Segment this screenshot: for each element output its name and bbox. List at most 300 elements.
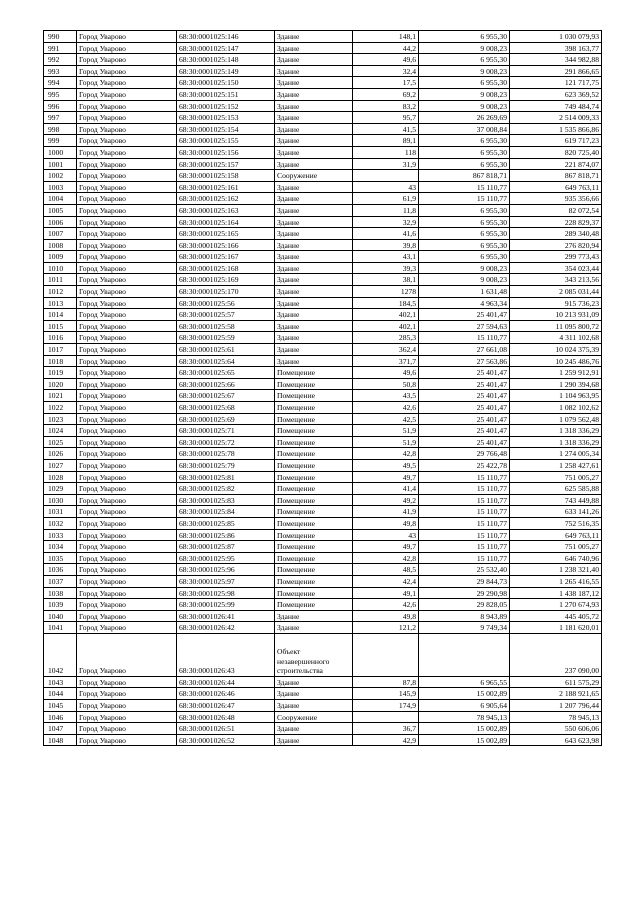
cell-locality: Город Уварово bbox=[77, 251, 177, 263]
cell-row-number: 1021 bbox=[44, 390, 77, 402]
cell-cadastral-value: 1 238 321,40 bbox=[510, 564, 602, 576]
cell-cadastral-value: 752 516,35 bbox=[510, 517, 602, 529]
cell-row-number: 1022 bbox=[44, 402, 77, 414]
cell-cadastral-value: 121 717,75 bbox=[510, 77, 602, 89]
cell-row-number: 997 bbox=[44, 112, 77, 124]
cell-locality: Город Уварово bbox=[77, 506, 177, 518]
table-row bbox=[44, 135, 602, 147]
cell-area: 49,5 bbox=[353, 459, 419, 471]
cell-specific-value: 6 955,30 bbox=[419, 239, 510, 251]
cell-cadastral-value: 1 207 796,44 bbox=[510, 700, 602, 712]
cell-locality: Город Уварово bbox=[77, 31, 177, 43]
cell-locality: Город Уварово bbox=[77, 274, 177, 286]
cell-specific-value: 15 110,77 bbox=[419, 193, 510, 205]
cell-object-type: Здание bbox=[275, 100, 353, 112]
cell-row-number: 1001 bbox=[44, 158, 77, 170]
cell-cadastral-value: 10 213 931,09 bbox=[510, 309, 602, 321]
cell-specific-value: 26 269,69 bbox=[419, 112, 510, 124]
cell-cadastral-value: 1 265 416,55 bbox=[510, 575, 602, 587]
cell-cadastral-value: 646 740,96 bbox=[510, 552, 602, 564]
cell-locality: Город Уварово bbox=[77, 734, 177, 746]
cell-row-number: 1007 bbox=[44, 228, 77, 240]
cell-area: 49,1 bbox=[353, 587, 419, 599]
cell-area: 39,3 bbox=[353, 262, 419, 274]
table-row bbox=[44, 320, 602, 332]
cell-object-type: Здание bbox=[275, 262, 353, 274]
table-row bbox=[44, 181, 602, 193]
cell-cadastral-value: 935 356,66 bbox=[510, 193, 602, 205]
cell-object-type: Помещение bbox=[275, 436, 353, 448]
cell-cadastral-value: 820 725,40 bbox=[510, 146, 602, 158]
cell-specific-value: 6 905,64 bbox=[419, 700, 510, 712]
cell-cadastral-value: 1 082 102,62 bbox=[510, 402, 602, 414]
cell-row-number: 1044 bbox=[44, 688, 77, 700]
table-row bbox=[44, 239, 602, 251]
cell-locality: Город Уварово bbox=[77, 459, 177, 471]
cell-object-type: Здание bbox=[275, 723, 353, 735]
cell-cadastral-number: 68:30:0001026:48 bbox=[177, 711, 275, 723]
cell-cadastral-number: 68:30:0001025:82 bbox=[177, 483, 275, 495]
cell-area: 41,5 bbox=[353, 123, 419, 135]
cell-locality: Город Уварово bbox=[77, 204, 177, 216]
cell-cadastral-number: 68:30:0001026:41 bbox=[177, 610, 275, 622]
cell-object-type: Здание bbox=[275, 77, 353, 89]
cell-area: 371,7 bbox=[353, 355, 419, 367]
cell-locality: Город Уварово bbox=[77, 575, 177, 587]
table-row bbox=[44, 723, 602, 735]
cell-cadastral-value: 751 005,27 bbox=[510, 471, 602, 483]
cell-specific-value: 29 844,73 bbox=[419, 575, 510, 587]
cell-cadastral-number: 68:30:0001025:157 bbox=[177, 158, 275, 170]
cell-locality: Город Уварово bbox=[77, 541, 177, 553]
cell-row-number: 1035 bbox=[44, 552, 77, 564]
cell-area: 69,2 bbox=[353, 88, 419, 100]
cell-cadastral-number: 68:30:0001025:153 bbox=[177, 112, 275, 124]
cell-locality: Город Уварово bbox=[77, 564, 177, 576]
cell-cadastral-value: 2 085 031,44 bbox=[510, 286, 602, 298]
cell-area: 42,8 bbox=[353, 552, 419, 564]
cell-cadastral-value: 445 405,72 bbox=[510, 610, 602, 622]
cell-row-number: 1038 bbox=[44, 587, 77, 599]
cell-row-number: 1046 bbox=[44, 711, 77, 723]
cell-area: 145,9 bbox=[353, 688, 419, 700]
table-row bbox=[44, 123, 602, 135]
cell-specific-value: 15 110,77 bbox=[419, 517, 510, 529]
cell-locality: Город Уварово bbox=[77, 100, 177, 112]
cell-locality: Город Уварово bbox=[77, 711, 177, 723]
cell-object-type: Здание bbox=[275, 622, 353, 634]
table-row bbox=[44, 436, 602, 448]
cell-cadastral-value: 611 575,29 bbox=[510, 676, 602, 688]
cell-locality: Город Уварово bbox=[77, 367, 177, 379]
cell-locality: Город Уварово bbox=[77, 599, 177, 611]
cell-row-number: 1008 bbox=[44, 239, 77, 251]
cell-row-number: 1013 bbox=[44, 297, 77, 309]
cell-area: 118 bbox=[353, 146, 419, 158]
cell-cadastral-value: 2 188 921,65 bbox=[510, 688, 602, 700]
cell-specific-value: 27 563,86 bbox=[419, 355, 510, 367]
cell-locality: Город Уварово bbox=[77, 390, 177, 402]
cell-locality: Город Уварово bbox=[77, 320, 177, 332]
cell-locality: Город Уварово bbox=[77, 425, 177, 437]
table-row bbox=[44, 378, 602, 390]
cell-row-number: 1047 bbox=[44, 723, 77, 735]
cell-cadastral-value: 4 311 102,68 bbox=[510, 332, 602, 344]
cell-locality: Город Уварово bbox=[77, 332, 177, 344]
cell-area: 95,7 bbox=[353, 112, 419, 124]
cell-cadastral-value: 1 104 963,95 bbox=[510, 390, 602, 402]
cell-cadastral-number: 68:30:0001025:151 bbox=[177, 88, 275, 100]
cell-area: 87,8 bbox=[353, 676, 419, 688]
table-row bbox=[44, 599, 602, 611]
cell-object-type: Объект незавершенного строительства bbox=[275, 633, 353, 676]
cell-cadastral-value: 1 259 912,91 bbox=[510, 367, 602, 379]
table-row bbox=[44, 700, 602, 712]
cell-cadastral-value: 11 095 800,72 bbox=[510, 320, 602, 332]
table-row bbox=[44, 100, 602, 112]
cell-cadastral-number: 68:30:0001025:168 bbox=[177, 262, 275, 274]
cell-object-type: Здание bbox=[275, 112, 353, 124]
cell-locality: Город Уварово bbox=[77, 413, 177, 425]
cell-row-number: 998 bbox=[44, 123, 77, 135]
cell-cadastral-number: 68:30:0001025:78 bbox=[177, 448, 275, 460]
cell-cadastral-value: 649 763,11 bbox=[510, 181, 602, 193]
cell-row-number: 1003 bbox=[44, 181, 77, 193]
cell-specific-value: 15 110,77 bbox=[419, 494, 510, 506]
cell-specific-value: 25 422,78 bbox=[419, 459, 510, 471]
table-row bbox=[44, 204, 602, 216]
cell-locality: Город Уварово bbox=[77, 297, 177, 309]
cell-locality: Город Уварово bbox=[77, 54, 177, 66]
cell-cadastral-number: 68:30:0001025:150 bbox=[177, 77, 275, 89]
cell-locality: Город Уварово bbox=[77, 146, 177, 158]
cell-locality: Город Уварово bbox=[77, 723, 177, 735]
cell-specific-value: 6 955,30 bbox=[419, 135, 510, 147]
cell-cadastral-number: 68:30:0001025:61 bbox=[177, 344, 275, 356]
cell-specific-value: 15 110,77 bbox=[419, 332, 510, 344]
cell-object-type: Здание bbox=[275, 332, 353, 344]
cell-specific-value bbox=[419, 633, 510, 676]
cell-object-type: Здание bbox=[275, 228, 353, 240]
cell-object-type: Здание bbox=[275, 297, 353, 309]
cell-cadastral-number: 68:30:0001025:79 bbox=[177, 459, 275, 471]
cell-cadastral-value: 1 318 336,29 bbox=[510, 425, 602, 437]
cell-row-number: 1023 bbox=[44, 413, 77, 425]
cell-area: 402,1 bbox=[353, 320, 419, 332]
cell-specific-value: 6 955,30 bbox=[419, 158, 510, 170]
cell-area: 1278 bbox=[353, 286, 419, 298]
cell-area: 49,7 bbox=[353, 541, 419, 553]
cell-row-number: 1012 bbox=[44, 286, 77, 298]
table-row bbox=[44, 297, 602, 309]
cell-cadastral-number: 68:30:0001025:156 bbox=[177, 146, 275, 158]
cell-cadastral-number: 68:30:0001025:167 bbox=[177, 251, 275, 263]
cell-object-type: Здание bbox=[275, 239, 353, 251]
cell-row-number: 1010 bbox=[44, 262, 77, 274]
cell-area: 49,8 bbox=[353, 517, 419, 529]
cell-row-number: 1018 bbox=[44, 355, 77, 367]
cell-specific-value: 9 008,23 bbox=[419, 42, 510, 54]
cell-row-number: 1005 bbox=[44, 204, 77, 216]
cell-locality: Город Уварово bbox=[77, 309, 177, 321]
table-row bbox=[44, 711, 602, 723]
table-row bbox=[44, 425, 602, 437]
cell-locality: Город Уварово bbox=[77, 228, 177, 240]
cell-object-type: Здание bbox=[275, 88, 353, 100]
cell-cadastral-number: 68:30:0001025:148 bbox=[177, 54, 275, 66]
cell-area: 44,2 bbox=[353, 42, 419, 54]
cell-specific-value: 15 110,77 bbox=[419, 529, 510, 541]
cell-row-number: 1032 bbox=[44, 517, 77, 529]
cell-object-type: Помещение bbox=[275, 367, 353, 379]
cell-cadastral-value: 649 763,11 bbox=[510, 529, 602, 541]
cell-locality: Город Уварово bbox=[77, 112, 177, 124]
cell-object-type: Здание bbox=[275, 158, 353, 170]
cell-cadastral-number: 68:30:0001025:71 bbox=[177, 425, 275, 437]
cell-object-type: Здание bbox=[275, 65, 353, 77]
cell-cadastral-number: 68:30:0001025:97 bbox=[177, 575, 275, 587]
table-row bbox=[44, 622, 602, 634]
cell-cadastral-value: 289 340,48 bbox=[510, 228, 602, 240]
cell-row-number: 993 bbox=[44, 65, 77, 77]
cell-row-number: 1006 bbox=[44, 216, 77, 228]
cell-cadastral-number: 68:30:0001025:69 bbox=[177, 413, 275, 425]
cell-area: 42,8 bbox=[353, 448, 419, 460]
cell-area: 36,7 bbox=[353, 723, 419, 735]
cell-area: 42,6 bbox=[353, 599, 419, 611]
cell-object-type: Здание bbox=[275, 135, 353, 147]
cell-locality: Город Уварово bbox=[77, 216, 177, 228]
cell-cadastral-value: 78 945,13 bbox=[510, 711, 602, 723]
cell-object-type: Здание bbox=[275, 123, 353, 135]
cell-area: 121,2 bbox=[353, 622, 419, 634]
cell-area: 41,4 bbox=[353, 483, 419, 495]
cell-object-type: Помещение bbox=[275, 564, 353, 576]
cell-specific-value: 6 955,30 bbox=[419, 146, 510, 158]
cell-area: 42,4 bbox=[353, 575, 419, 587]
cell-cadastral-value: 344 982,88 bbox=[510, 54, 602, 66]
cell-cadastral-number: 68:30:0001026:44 bbox=[177, 676, 275, 688]
cell-object-type: Здание bbox=[275, 146, 353, 158]
cell-cadastral-number: 68:30:0001025:95 bbox=[177, 552, 275, 564]
cell-cadastral-value: 633 141,26 bbox=[510, 506, 602, 518]
table-row bbox=[44, 344, 602, 356]
table-row bbox=[44, 54, 602, 66]
cell-locality: Город Уварово bbox=[77, 688, 177, 700]
cell-cadastral-number: 68:30:0001025:85 bbox=[177, 517, 275, 529]
cell-cadastral-value: 867 818,71 bbox=[510, 170, 602, 182]
cell-area: 50,8 bbox=[353, 378, 419, 390]
cell-locality: Город Уварово bbox=[77, 344, 177, 356]
cell-row-number: 1016 bbox=[44, 332, 77, 344]
cell-row-number: 1009 bbox=[44, 251, 77, 263]
cell-object-type: Помещение bbox=[275, 471, 353, 483]
cell-row-number: 996 bbox=[44, 100, 77, 112]
cell-row-number: 994 bbox=[44, 77, 77, 89]
cell-cadastral-number: 68:30:0001025:165 bbox=[177, 228, 275, 240]
cell-locality: Город Уварово bbox=[77, 448, 177, 460]
cell-area: 49,7 bbox=[353, 471, 419, 483]
cell-area: 39,8 bbox=[353, 239, 419, 251]
cell-specific-value: 6 955,30 bbox=[419, 77, 510, 89]
cell-area: 42,6 bbox=[353, 402, 419, 414]
cell-cadastral-number: 68:30:0001025:66 bbox=[177, 378, 275, 390]
cell-specific-value: 25 401,47 bbox=[419, 390, 510, 402]
cell-object-type: Помещение bbox=[275, 425, 353, 437]
cell-cadastral-number: 68:30:0001026:52 bbox=[177, 734, 275, 746]
cell-area: 362,4 bbox=[353, 344, 419, 356]
cell-cadastral-number: 68:30:0001025:158 bbox=[177, 170, 275, 182]
cell-object-type: Здание bbox=[275, 320, 353, 332]
cell-object-type: Сооружение bbox=[275, 170, 353, 182]
cell-area: 31,9 bbox=[353, 158, 419, 170]
cell-locality: Город Уварово bbox=[77, 587, 177, 599]
cell-specific-value: 25 401,47 bbox=[419, 413, 510, 425]
table-row bbox=[44, 332, 602, 344]
cell-cadastral-value: 10 245 486,76 bbox=[510, 355, 602, 367]
cell-row-number: 1043 bbox=[44, 676, 77, 688]
cell-cadastral-number: 68:30:0001025:149 bbox=[177, 65, 275, 77]
cadastral-value-table bbox=[43, 30, 602, 746]
cell-area bbox=[353, 711, 419, 723]
cell-cadastral-number: 68:30:0001025:146 bbox=[177, 31, 275, 43]
cell-object-type: Здание bbox=[275, 734, 353, 746]
table-row bbox=[44, 286, 602, 298]
table-row bbox=[44, 158, 602, 170]
cell-specific-value: 25 532,40 bbox=[419, 564, 510, 576]
cell-area: 43,5 bbox=[353, 390, 419, 402]
cell-row-number: 1028 bbox=[44, 471, 77, 483]
cell-object-type: Здание bbox=[275, 181, 353, 193]
cell-object-type: Помещение bbox=[275, 575, 353, 587]
cell-area: 51,9 bbox=[353, 425, 419, 437]
table-row bbox=[44, 459, 602, 471]
cell-area bbox=[353, 170, 419, 182]
cell-locality: Город Уварово bbox=[77, 65, 177, 77]
cell-area: 49,6 bbox=[353, 54, 419, 66]
cell-object-type: Здание bbox=[275, 610, 353, 622]
cell-object-type: Здание bbox=[275, 251, 353, 263]
cell-cadastral-value: 10 024 375,39 bbox=[510, 344, 602, 356]
cell-area: 285,3 bbox=[353, 332, 419, 344]
cell-cadastral-value: 1 535 866,86 bbox=[510, 123, 602, 135]
cell-row-number: 992 bbox=[44, 54, 77, 66]
cell-area: 38,1 bbox=[353, 274, 419, 286]
cell-cadastral-number: 68:30:0001025:170 bbox=[177, 286, 275, 298]
cell-cadastral-value: 1 270 674,93 bbox=[510, 599, 602, 611]
cell-specific-value: 9 749,34 bbox=[419, 622, 510, 634]
cell-object-type: Здание bbox=[275, 204, 353, 216]
cell-specific-value: 29 766,48 bbox=[419, 448, 510, 460]
cell-locality: Город Уварово bbox=[77, 378, 177, 390]
table-row bbox=[44, 355, 602, 367]
cell-cadastral-number: 68:30:0001025:152 bbox=[177, 100, 275, 112]
cell-object-type: Помещение bbox=[275, 587, 353, 599]
cell-cadastral-number: 68:30:0001025:72 bbox=[177, 436, 275, 448]
cell-cadastral-number: 68:30:0001026:51 bbox=[177, 723, 275, 735]
table-row bbox=[44, 541, 602, 553]
cell-area: 49,8 bbox=[353, 610, 419, 622]
cell-cadastral-value: 343 213,56 bbox=[510, 274, 602, 286]
cell-specific-value: 15 002,89 bbox=[419, 688, 510, 700]
cell-object-type: Помещение bbox=[275, 494, 353, 506]
cell-locality: Город Уварово bbox=[77, 42, 177, 54]
cell-area: 43 bbox=[353, 529, 419, 541]
cell-specific-value: 6 955,30 bbox=[419, 204, 510, 216]
cell-specific-value: 1 631,48 bbox=[419, 286, 510, 298]
table-row bbox=[44, 88, 602, 100]
cell-specific-value: 37 008,84 bbox=[419, 123, 510, 135]
table-row bbox=[44, 413, 602, 425]
table-row bbox=[44, 228, 602, 240]
cell-area: 32,9 bbox=[353, 216, 419, 228]
cell-specific-value: 25 401,47 bbox=[419, 425, 510, 437]
cell-cadastral-number: 68:30:0001025:58 bbox=[177, 320, 275, 332]
cell-cadastral-number: 68:30:0001025:57 bbox=[177, 309, 275, 321]
cell-locality: Город Уварово bbox=[77, 529, 177, 541]
table-row bbox=[44, 216, 602, 228]
cell-row-number: 1011 bbox=[44, 274, 77, 286]
cell-area: 61,9 bbox=[353, 193, 419, 205]
cell-cadastral-number: 68:30:0001025:164 bbox=[177, 216, 275, 228]
cell-object-type: Помещение bbox=[275, 459, 353, 471]
cell-row-number: 1042 bbox=[44, 633, 77, 676]
cell-cadastral-number: 68:30:0001025:154 bbox=[177, 123, 275, 135]
cell-locality: Город Уварово bbox=[77, 239, 177, 251]
cell-row-number: 1014 bbox=[44, 309, 77, 321]
cell-row-number: 1004 bbox=[44, 193, 77, 205]
table-row bbox=[44, 483, 602, 495]
cell-cadastral-number: 68:30:0001026:46 bbox=[177, 688, 275, 700]
cell-specific-value: 15 002,89 bbox=[419, 723, 510, 735]
cell-locality: Город Уварово bbox=[77, 181, 177, 193]
cell-object-type: Помещение bbox=[275, 483, 353, 495]
cell-cadastral-value: 1 290 394,68 bbox=[510, 378, 602, 390]
cell-locality: Город Уварово bbox=[77, 610, 177, 622]
cell-row-number: 1015 bbox=[44, 320, 77, 332]
cell-specific-value: 6 955,30 bbox=[419, 228, 510, 240]
table-row bbox=[44, 274, 602, 286]
cell-cadastral-number: 68:30:0001025:169 bbox=[177, 274, 275, 286]
table-row bbox=[44, 77, 602, 89]
cell-object-type: Здание bbox=[275, 286, 353, 298]
cell-object-type: Помещение bbox=[275, 390, 353, 402]
cell-row-number: 1026 bbox=[44, 448, 77, 460]
cell-specific-value: 25 401,47 bbox=[419, 309, 510, 321]
cell-specific-value: 9 008,23 bbox=[419, 262, 510, 274]
table-row bbox=[44, 367, 602, 379]
cell-cadastral-number: 68:30:0001025:68 bbox=[177, 402, 275, 414]
cell-cadastral-value: 291 866,65 bbox=[510, 65, 602, 77]
cell-cadastral-number: 68:30:0001025:163 bbox=[177, 204, 275, 216]
cell-cadastral-number: 68:30:0001026:43 bbox=[177, 633, 275, 676]
cell-cadastral-value: 643 623,98 bbox=[510, 734, 602, 746]
cell-area: 17,5 bbox=[353, 77, 419, 89]
cell-cadastral-number: 68:30:0001025:87 bbox=[177, 541, 275, 553]
table-row bbox=[44, 262, 602, 274]
table-row bbox=[44, 65, 602, 77]
table-body bbox=[44, 31, 602, 746]
cell-cadastral-value: 749 484,74 bbox=[510, 100, 602, 112]
cell-cadastral-value: 1 274 005,34 bbox=[510, 448, 602, 460]
cell-cadastral-value: 619 717,23 bbox=[510, 135, 602, 147]
cell-cadastral-value: 1 258 427,61 bbox=[510, 459, 602, 471]
cell-cadastral-value: 221 874,07 bbox=[510, 158, 602, 170]
cell-object-type: Здание bbox=[275, 31, 353, 43]
cell-area: 49,6 bbox=[353, 367, 419, 379]
cell-object-type: Здание bbox=[275, 344, 353, 356]
cell-area: 49,2 bbox=[353, 494, 419, 506]
